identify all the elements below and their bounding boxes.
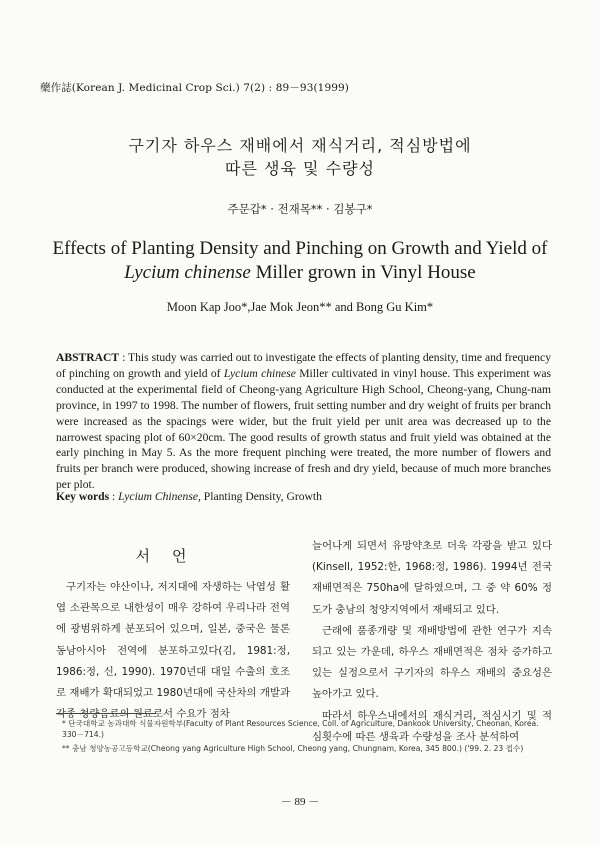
page-number: － 89 －	[280, 796, 320, 808]
footnote-affiliation-1: * 단국대학교 농과대학 식물자원학부(Faculty of Plant Resources Science, Coll. of Agriculture, Dankook University, Cheonan, Korea. 330－714.)	[62, 719, 539, 739]
english-title-species: Lycium chinense	[124, 262, 251, 283]
english-title-line-2	[0, 262, 600, 284]
keywords	[56, 490, 551, 503]
body-column-right	[312, 536, 552, 748]
footnote-affiliation-2: ** 충남 청양농공고등학교(Cheong yang Agriculture High School, Cheong yang, Chungnam, Korea, 345 800.) ('99. 2. 23 접수)	[62, 744, 524, 753]
abstract-label: ABSTRACT	[56, 351, 120, 364]
body-paragraph: 근래에 품종개량 및 재배방법에 관한 연구가 지속되고 있는 가운데, 하우스 재배면적은 점차 증가하고 있는 실정으로서 구기자의 하우스 재배의 중요성은 높아가고 있다.	[312, 624, 552, 701]
body-column-left	[56, 577, 290, 725]
section-heading-introduction: 서언	[135, 547, 209, 565]
english-title-rest: Miller grown in Vinyl House	[250, 262, 476, 283]
english-authors: Moon Kap Joo*,Jae Mok Jeon** and Bong Gu Kim*	[166, 300, 434, 314]
english-title-line-1: Effects of Planting Density and Pinching on Growth and Yield of	[52, 238, 548, 259]
korean-authors: 주문갑* · 전재목** · 김봉구*	[227, 202, 373, 216]
keywords-rest: Planting Density, Growth	[200, 490, 322, 503]
body-paragraph: 늘어나게 되면서 유망약초로 더욱 각광을 받고 있다(Kinsell, 1952:한, 1968:정, 1986). 1994년 전국 재배면적은 750ha에 달하였으며, 그 중 약 60% 정도가 충남의 청양지역에서 재배되고 있다.	[312, 540, 552, 616]
keywords-separator: :	[109, 490, 119, 503]
body-paragraph: 따라서 하우스내에서의 재식거리, 적심시기 및 적심횟수에 따른 생육과 수량성을 조사 분석하여	[312, 709, 552, 743]
abstract-separator: :	[119, 351, 129, 364]
abstract-text-1: This study was carried out to investigate the effects of planting density, time and frequency of pinching on growth and yield of	[56, 351, 551, 380]
keywords-species: Lycium Chinense,	[118, 490, 201, 503]
abstract-text-2: Miller cultivated in vinyl house. This experiment was conducted at the experimental field of Cheong-yang Agriculture High School, Cheong-yang, Chung-nam province, in 1997 to 1998. The number of flowers, fruit setting number and dry weight of fruits per branch were increased as the spacings were wider, but the fruit yield per unit area was decreased up to the narrowest spacing plot of 60×20cm. The good results of growth status and fruit yield was obtained at the early pinching in May 5. As the more frequent pinching were treated, the more number of flowers and fruits per branch were produced, showing increase of fresh and dry yield, because of much more branches per plot.	[56, 366, 551, 492]
footnote-divider	[56, 713, 156, 714]
abstract	[56, 350, 551, 493]
abstract-species: Lycium chinese	[223, 366, 296, 380]
korean-title-line-2: 따른 생육 및 수량성	[225, 159, 375, 178]
korean-title-line-1: 구기자 하우스 재배에서 재식거리, 적심방법에	[128, 136, 472, 155]
body-paragraph: 구기자는 야산이나, 저지대에 자생하는 낙엽성 활엽 소관목으로 내한성이 매우 강하여 우리나라 전역에 광범위하게 분포되어 있으며, 일본, 중국은 물론 동남아시아 전역에 분포하고있다(김, 1981:정, 1986:정, 신, 1990). 1970년대 대일 수출의 호조로 재배가 확대되었고 1980년대에 국산차의 개발과 각종 청량음료의 원료로서 수요가 점차	[56, 581, 290, 721]
keywords-label: Key words	[56, 490, 110, 503]
journal-citation: 藥作誌(Korean J. Medicinal Crop Sci.) 7(2) : 89－93(1999)	[40, 82, 349, 94]
